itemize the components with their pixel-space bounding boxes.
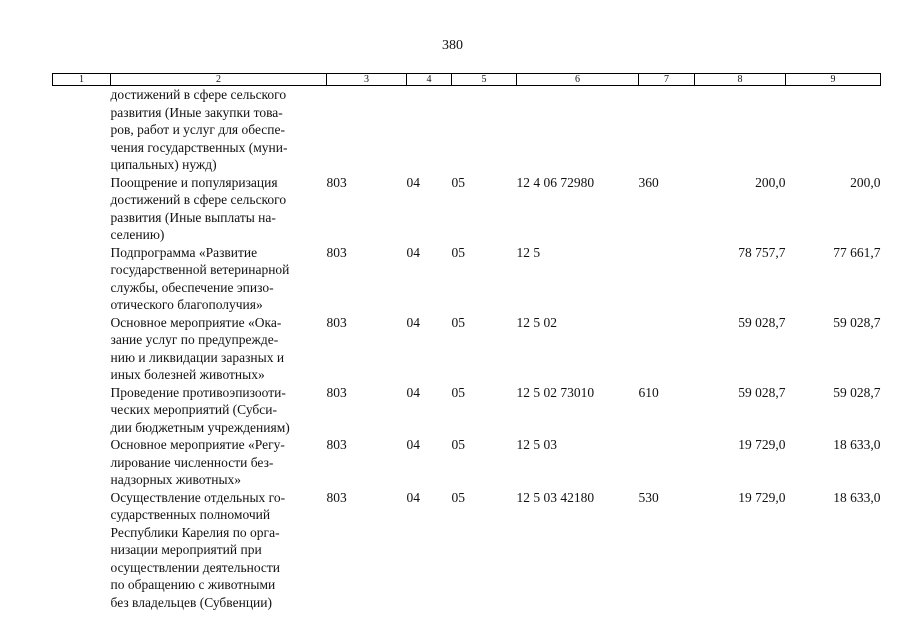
description-line: осуществлении деятельности	[110, 559, 281, 575]
cell-subsection: 05	[451, 384, 465, 400]
description-line: Проведение противоэпизооти-	[110, 384, 286, 400]
description-line: Подпрограмма «Развитие	[110, 244, 258, 260]
cell-target-article: 12 5 03 42180	[516, 489, 595, 505]
cell-ministry-code: 803	[326, 314, 347, 330]
cell-ministry-code: 803	[326, 384, 347, 400]
cell-section: 04	[406, 174, 420, 190]
cell-description	[111, 384, 327, 437]
header-col-3: 3	[327, 74, 407, 86]
cell-col-1	[53, 384, 111, 437]
cell-amount-year-1: 200,0	[755, 174, 786, 190]
header-col-9: 9	[786, 74, 881, 86]
cell-target-article: 12 5 03	[516, 437, 557, 452]
budget-table	[52, 73, 881, 611]
page-number: 380	[442, 38, 463, 53]
cell-amount-year-1: 59 028,7	[738, 314, 786, 330]
table-row	[53, 174, 881, 244]
cell-section	[407, 86, 452, 174]
cell-col-1	[53, 314, 111, 384]
table-row	[53, 436, 881, 489]
description-line: развития (Иные закупки това-	[110, 104, 283, 120]
cell-target-article: 12 4 06 72980	[516, 174, 595, 190]
cell-expense-type	[639, 86, 695, 174]
description-line: Республики Карелия по орга-	[110, 524, 280, 540]
cell-description	[111, 489, 327, 612]
cell-description	[111, 244, 327, 314]
description-line: развития (Иные выплаты на-	[110, 209, 276, 225]
description-line: низации мероприятий при	[110, 542, 262, 557]
table-row	[53, 489, 881, 612]
cell-expense-type	[639, 436, 695, 489]
cell-subsection: 05	[451, 174, 465, 190]
cell-target-article: 12 5 02 73010	[516, 384, 595, 400]
description-line: по обращению с животными	[110, 577, 276, 592]
description-line: сударственных полномочий	[110, 507, 271, 522]
description-line: отического благополучия»	[110, 297, 263, 312]
description-line: Основное мероприятие «Ока-	[110, 314, 282, 330]
cell-subsection	[452, 86, 517, 174]
cell-section: 04	[406, 437, 420, 452]
cell-description	[111, 86, 327, 174]
cell-subsection: 05	[451, 244, 465, 260]
cell-amount-year-1: 59 028,7	[738, 384, 786, 400]
cell-expense-type: 530	[638, 489, 659, 505]
table-header-row	[53, 74, 881, 86]
cell-col-1	[53, 244, 111, 314]
cell-target-article	[517, 86, 639, 174]
cell-amount-year-2: 77 661,7	[833, 244, 881, 260]
header-col-8: 8	[695, 74, 786, 86]
cell-expense-type: 610	[638, 384, 659, 400]
cell-ministry-code	[327, 86, 407, 174]
cell-subsection: 05	[451, 314, 465, 330]
cell-col-1	[53, 489, 111, 612]
description-line: дии бюджетным учреждениям)	[110, 419, 290, 435]
cell-expense-type	[639, 244, 695, 314]
description-line: чения государственных (муни-	[110, 139, 288, 155]
cell-amount-year-2: 59 028,7	[833, 384, 881, 400]
cell-subsection: 05	[451, 437, 465, 452]
cell-amount-year-1: 78 757,7	[738, 244, 786, 260]
description-line: Основное мероприятие «Регу-	[110, 437, 285, 452]
cell-description	[111, 174, 327, 244]
description-line: надзорных животных»	[110, 472, 242, 487]
cell-expense-type	[639, 314, 695, 384]
cell-amount-year-2	[786, 86, 881, 174]
description-line: без владельцев (Субвенции)	[110, 594, 272, 610]
cell-ministry-code: 803	[326, 244, 347, 260]
header-col-1: 1	[53, 74, 111, 86]
cell-target-article: 12 5	[516, 244, 541, 260]
description-line: зание услуг по предупрежде-	[110, 332, 279, 347]
cell-subsection: 05	[451, 489, 465, 505]
cell-amount-year-2: 59 028,7	[833, 314, 881, 330]
cell-section: 04	[406, 244, 420, 260]
cell-target-article: 12 5 02	[516, 314, 557, 330]
cell-col-1	[53, 86, 111, 174]
header-col-6: 6	[517, 74, 639, 86]
cell-section: 04	[406, 489, 420, 505]
description-line: Осуществление отдельных го-	[110, 489, 286, 505]
description-line: службы, обеспечение эпизо-	[110, 279, 274, 295]
cell-amount-year-2: 200,0	[850, 174, 881, 190]
cell-amount-year-2: 18 633,0	[833, 489, 881, 505]
cell-description	[111, 436, 327, 489]
table-row	[53, 244, 881, 314]
description-line: ческих мероприятий (Субси-	[110, 402, 278, 417]
cell-ministry-code: 803	[326, 489, 347, 505]
description-line: достижений в сфере сельского	[110, 192, 287, 207]
cell-ministry-code: 803	[326, 437, 347, 452]
table-row	[53, 86, 881, 174]
cell-section: 04	[406, 314, 420, 330]
description-line: ципальных) нужд)	[110, 157, 217, 172]
cell-ministry-code: 803	[326, 174, 347, 190]
cell-col-1	[53, 436, 111, 489]
cell-col-1	[53, 174, 111, 244]
description-line: лирование численности без-	[110, 454, 274, 470]
description-line: селению)	[110, 227, 165, 242]
header-col-7: 7	[639, 74, 695, 86]
description-line: ров, работ и услуг для обеспе-	[110, 122, 285, 137]
table-row	[53, 384, 881, 437]
header-col-2: 2	[111, 74, 327, 86]
description-line: нию и ликвидации заразных и	[110, 349, 285, 365]
table-row	[53, 314, 881, 384]
description-line: государственной ветеринарной	[110, 262, 290, 277]
cell-amount-year-1: 19 729,0	[738, 489, 786, 505]
cell-expense-type: 360	[638, 174, 659, 190]
cell-amount-year-1	[695, 86, 786, 174]
header-col-4: 4	[407, 74, 452, 86]
cell-amount-year-2: 18 633,0	[833, 437, 881, 452]
cell-description	[111, 314, 327, 384]
header-col-5: 5	[452, 74, 517, 86]
description-line: достижений в сфере сельского	[110, 87, 287, 102]
cell-section: 04	[406, 384, 420, 400]
description-line: иных болезней животных»	[110, 367, 265, 382]
description-line: Поощрение и популяризация	[110, 174, 278, 190]
cell-amount-year-1: 19 729,0	[738, 437, 786, 452]
